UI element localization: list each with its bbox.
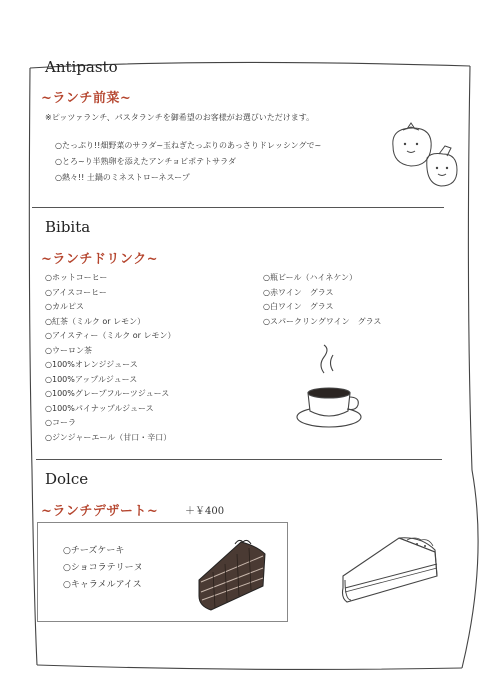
list-item: ○100%グレープフルーツジュース xyxy=(45,389,170,398)
list-item: ○カルピス xyxy=(45,302,84,311)
list-item: ○100%パイナップルジュース xyxy=(45,403,154,413)
chocolate-cake-icon xyxy=(193,536,275,614)
dessert-list xyxy=(63,543,143,594)
list-item: ○アイスコーヒー xyxy=(45,287,107,297)
dolce-heading: Dolce xyxy=(45,470,89,488)
list-item: ○瓶ビール（ハイネケン） xyxy=(263,273,358,282)
list-item: ○紅茶（ミルク or レモン） xyxy=(45,316,146,326)
list-item: ○ホットコーヒー xyxy=(45,273,108,282)
list-item: ○ショコラテリーヌ xyxy=(63,563,143,573)
list-item: ○100%オレンジジュース xyxy=(45,360,138,369)
drink-list-left xyxy=(45,272,176,446)
section-divider xyxy=(36,459,442,460)
list-item: ○スパークリングワイン グラス xyxy=(263,316,382,326)
list-item: ○とろ~り半熟卵を添えたアンチョビポテトサラダ xyxy=(55,157,237,166)
vegetables-icon xyxy=(385,118,465,193)
cheesecake-icon xyxy=(337,530,442,608)
list-item: ○コーラ xyxy=(45,418,76,427)
list-item: ○赤ワイン グラス xyxy=(263,287,334,297)
dolce-subheading: ~ランチデザート~ xyxy=(41,504,159,519)
drink-list-right xyxy=(263,272,381,330)
list-item: ○たっぷり!!畑野菜のサラダ~玉ねぎたっぷりのあっさりドレッシングで~ xyxy=(55,141,322,150)
antipasto-heading: Antipasto xyxy=(45,58,118,76)
list-item: ○アイスティー（ミルク or レモン） xyxy=(45,331,176,340)
bibita-heading: Bibita xyxy=(45,218,91,236)
bibita-subheading: ~ランチドリンク~ xyxy=(41,252,159,267)
antipasto-subheading: ~ランチ前菜~ xyxy=(41,91,132,106)
coffee-cup-icon xyxy=(296,345,371,435)
dessert-price: ＋￥400 xyxy=(185,506,225,517)
antipasto-list xyxy=(55,140,321,188)
list-item: ○熱々!! 土鍋のミネストローネスープ xyxy=(55,173,190,182)
antipasto-note: ※ピッツァランチ、パスタランチを御希望のお客様がお選びいただけます。 xyxy=(45,113,315,122)
list-item: ○白ワイン グラス xyxy=(263,302,334,311)
list-item: ○ウーロン茶 xyxy=(45,345,92,355)
list-item: ○チーズケーキ xyxy=(63,546,125,556)
list-item: ○100%アップルジュース xyxy=(45,374,138,384)
section-divider xyxy=(32,207,444,208)
list-item: ○キャラメルアイス xyxy=(63,580,142,590)
list-item: ○ジンジャーエール（甘口・辛口） xyxy=(45,432,172,442)
